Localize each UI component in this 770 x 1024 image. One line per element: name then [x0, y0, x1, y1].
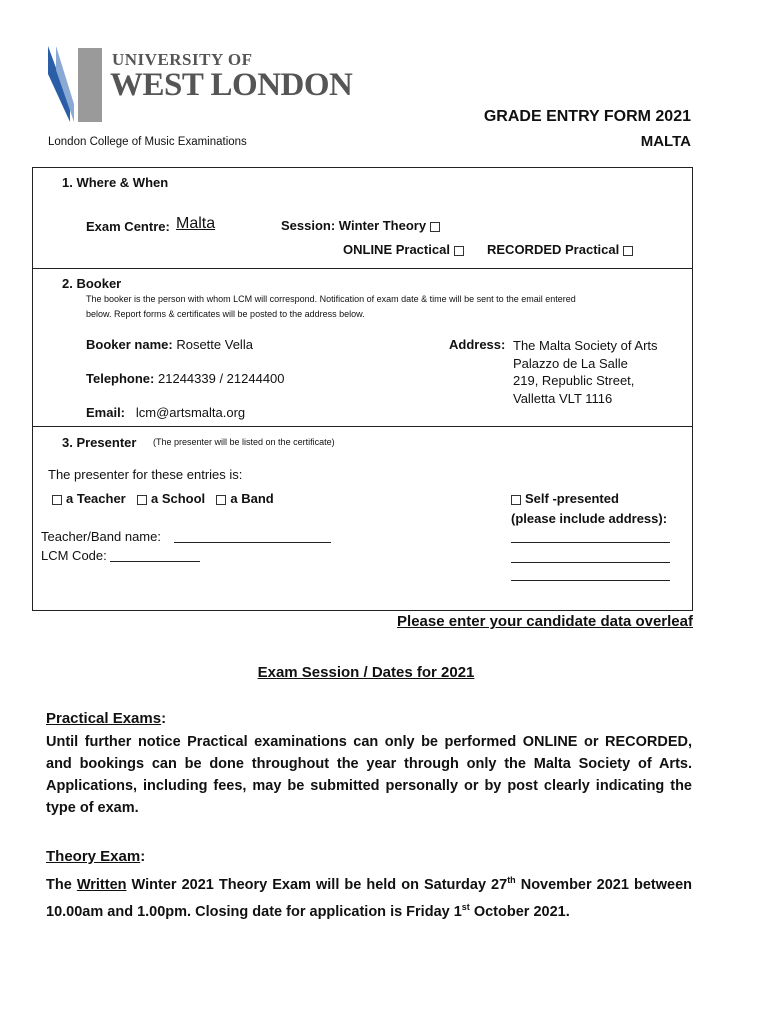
- address-block: [513, 337, 658, 407]
- section3-heading: 3. Presenter: [62, 435, 137, 450]
- band-checkbox[interactable]: [216, 495, 226, 505]
- section2-heading: 2. Booker: [62, 276, 122, 291]
- presenter-intro: The presenter for these entries is:: [48, 467, 243, 482]
- telephone-value: 21244339 / 21244400: [158, 371, 285, 386]
- presenter-options: [48, 491, 274, 506]
- session-label: Session: Winter Theory: [281, 218, 444, 233]
- school-option-label: a School: [150, 491, 206, 506]
- recorded-practical-checkbox[interactable]: [623, 246, 633, 256]
- lcm-code-input[interactable]: [110, 561, 200, 562]
- theory-heading: Theory Exam:: [46, 848, 146, 865]
- teacher-checkbox[interactable]: [52, 495, 62, 505]
- address-label: Address:: [449, 337, 506, 352]
- online-practical-checkbox[interactable]: [454, 246, 464, 256]
- university-name-line1: UNIVERSITY OF: [112, 50, 253, 69]
- section1-heading: 1. Where & When: [62, 175, 169, 190]
- form-subtitle: MALTA: [640, 133, 691, 150]
- practical-text: Until further notice Practical examinations can only be performed ONLINE or RECORDED, and bookings can be done throughout the year through only the Malta Society of Arts. Applications, including fees, may be submitted personally or by post clearly indicating the type of exam.: [46, 734, 692, 816]
- booker-name-value: Rosette Vella: [176, 337, 253, 352]
- lcm-code-label: LCM Code:: [41, 548, 107, 563]
- university-name-line2: WEST LONDON: [110, 67, 353, 103]
- form-title: GRADE ENTRY FORM 2021: [483, 108, 691, 125]
- booker-note-line1: The booker is the person with whom LCM will correspond. Notification of exam date & time will be sent to the email entered: [86, 294, 576, 304]
- address-line3: 219, Republic Street,: [513, 373, 635, 388]
- booker-name-label: Booker name:: [86, 337, 173, 352]
- theory-text: The Written Winter 2021 Theory Exam will be held on Saturday 27th November 2021 between 10.00am and 1.00pm. Closing date for application is Friday 1st October 2021.: [46, 875, 692, 920]
- address-input-line1[interactable]: [511, 542, 670, 543]
- self-presented-note: (please include address):: [511, 511, 668, 526]
- presenter-note: (The presenter will be listed on the certificate): [153, 437, 335, 447]
- address-line2: Palazzo de La Salle: [513, 355, 628, 371]
- self-presented-option: Self -presented: [507, 491, 619, 506]
- university-logo-icon: [44, 44, 106, 126]
- online-practical-option: ONLINE Practical: [343, 242, 468, 257]
- booker-note-line2: below. Report forms & certificates will be posted to the address below.: [86, 309, 365, 319]
- address-line1: The Malta Society of Arts: [513, 338, 658, 353]
- teacher-band-name-input[interactable]: [174, 542, 331, 543]
- overleaf-notice: Please enter your candidate data overleaf: [397, 613, 693, 630]
- telephone-label: Telephone:: [86, 371, 155, 386]
- address-line4: Valletta VLT 1116: [513, 390, 613, 406]
- college-name: London College of Music Examinations: [48, 136, 247, 148]
- recorded-practical-option: RECORDED Practical: [487, 242, 637, 257]
- band-option-label: a Band: [230, 491, 274, 506]
- winter-theory-checkbox[interactable]: [430, 222, 440, 232]
- address-input-line2[interactable]: [511, 562, 670, 563]
- exam-centre-label: Exam Centre:: [86, 219, 170, 234]
- self-presented-checkbox[interactable]: [511, 495, 521, 505]
- email-label: Email:: [86, 405, 126, 420]
- school-checkbox[interactable]: [137, 495, 147, 505]
- teacher-option-label: a Teacher: [66, 491, 126, 506]
- teacher-band-name-label: Teacher/Band name:: [41, 529, 161, 544]
- exam-session-heading: Exam Session / Dates for 2021: [257, 664, 475, 681]
- address-input-line3[interactable]: [511, 580, 670, 581]
- exam-centre-value: Malta: [176, 215, 216, 232]
- email-value: lcm@artsmalta.org: [135, 405, 246, 420]
- practical-heading: Practical Exams:: [46, 710, 167, 727]
